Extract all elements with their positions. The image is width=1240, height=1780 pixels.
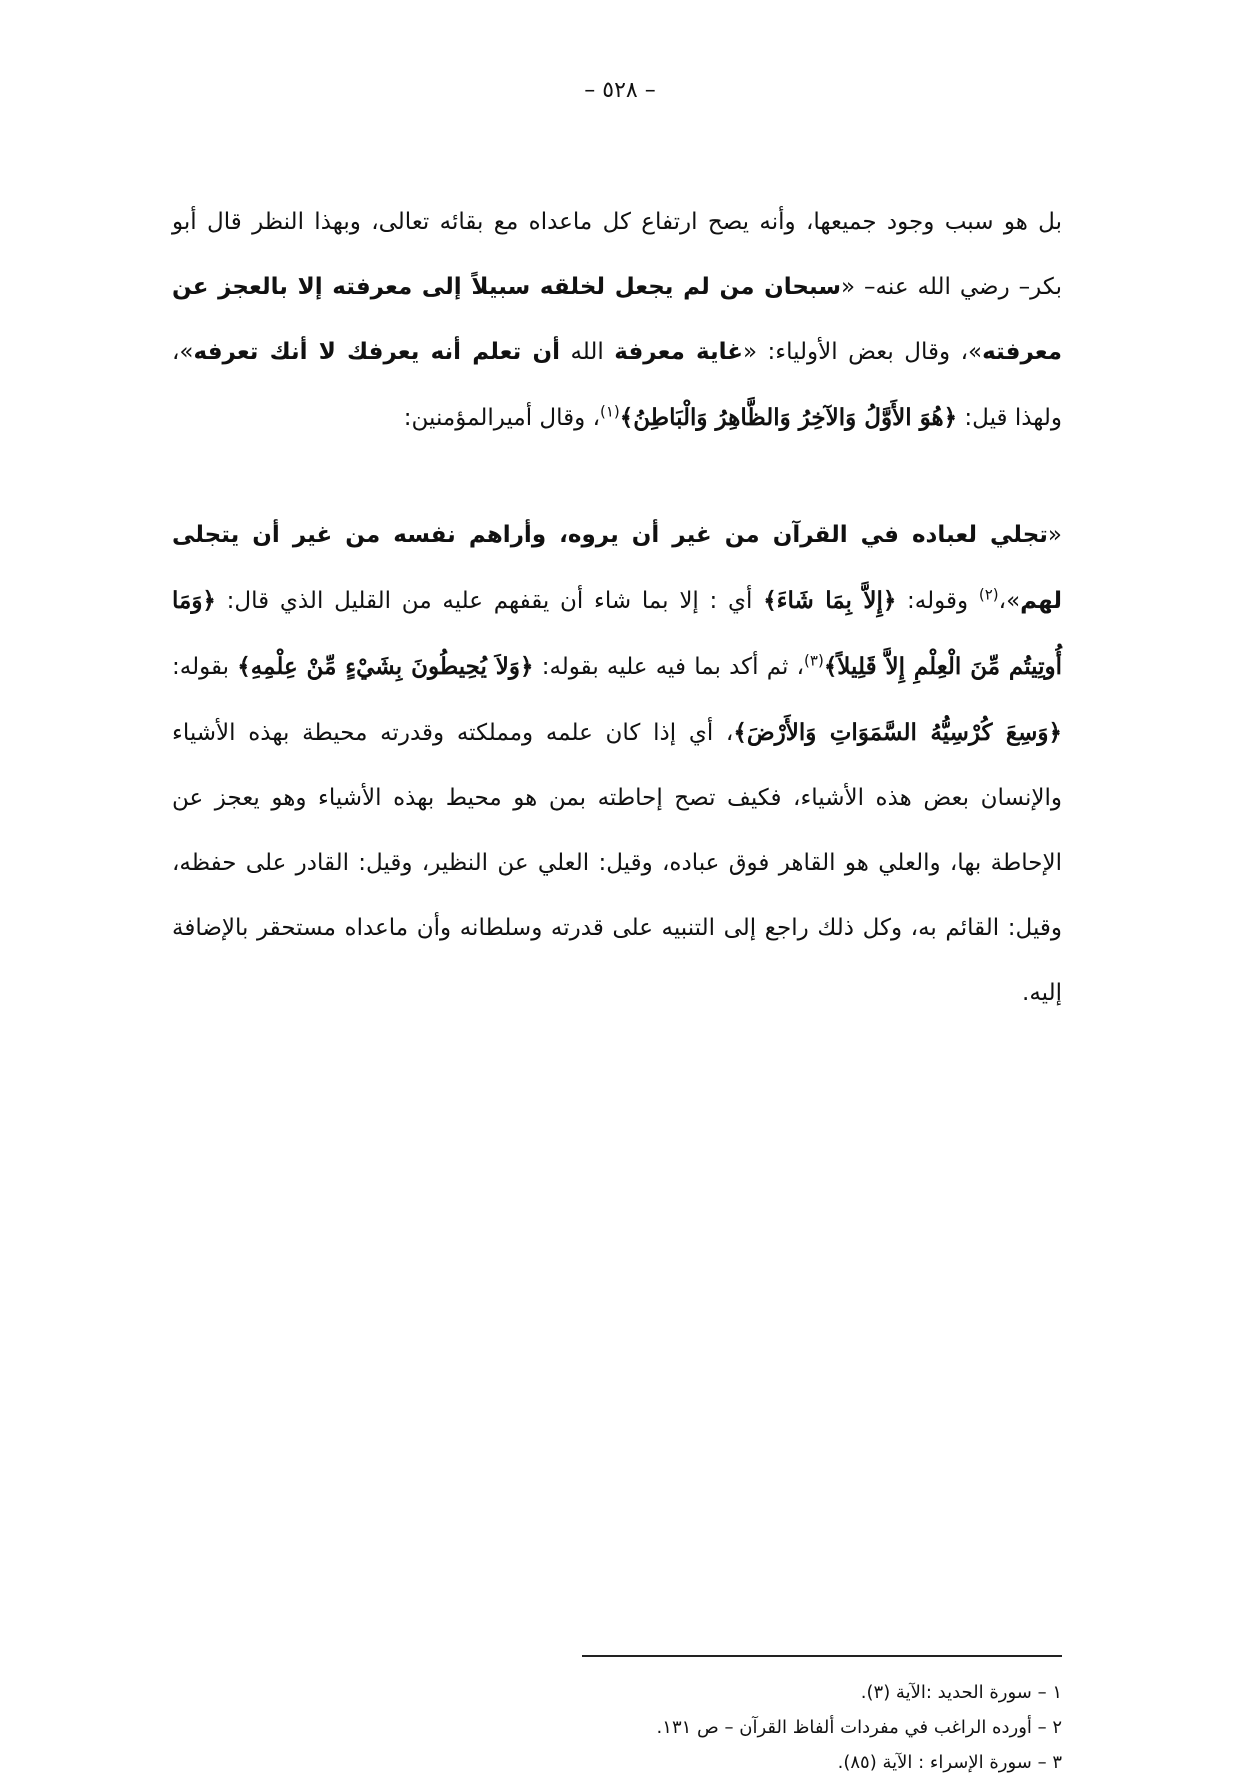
- text: بل هو سبب وجود جميعها، وأنه يصح ارتفاع كل ماعداه مع بقائه تعالى، وبهذا النظر قال أبو بكر– رضي الله عنه– «: [172, 209, 1062, 300]
- quran-verse-illa-bima-shaa: ﴿إِلاَّ بِمَا شَاءَ﴾: [763, 587, 897, 614]
- text: وقوله:: [896, 588, 979, 614]
- awliya-quote-end: أن تعلم أنه يعرفك لا أنك تعرفه: [193, 339, 560, 365]
- footnote-ref-2: (٢): [978, 585, 999, 604]
- quran-verse-kursi: ﴿وَسِعَ كُرْسِيُّهُ السَّمَوَاتِ وَالأَرْضَ﴾: [733, 719, 1063, 746]
- footnote-2: ٢ – أورده الراغب في مفردات ألفاظ القرآن – ص ١٣١.: [656, 1717, 1062, 1738]
- footnote-1: ١ – سورة الحديد :الآية (٣).: [860, 1682, 1062, 1703]
- quran-verse-la-yuhituna: ﴿وَلاَ يُحِيطُونَ بِشَيْءٍ مِّنْ عِلْمِهِ﴾: [237, 653, 534, 680]
- text: ، وقال أميرالمؤمنين:: [403, 405, 600, 431]
- text: أي : إلا بما شاء أن يقفهم عليه من القليل الذي قال:: [215, 588, 764, 614]
- text: ، ثم أكد بما فيه عليه بقوله:: [533, 654, 805, 680]
- footnote-3: ٣ – سورة الإسراء : الآية (٨٥).: [837, 1752, 1062, 1773]
- paragraph-1: [172, 190, 1062, 451]
- footnote-divider: [582, 1655, 1062, 1657]
- text: »، وقال بعض الأولياء: «: [742, 339, 983, 365]
- amir-quote: تجلي لعباده في القرآن من غير أن يروه، وأراهم نفسه من غير أن يتجلى لهم: [172, 522, 1062, 614]
- footnote-ref-3: (٣): [804, 651, 824, 670]
- quran-verse-hadid: ﴿هُوَ الأَوَّلُ وَالآخِرُ وَالظَّاهِرُ وَالْبَاطِنُ﴾: [619, 404, 958, 431]
- text: بقوله:: [172, 654, 238, 680]
- text: الله: [559, 339, 615, 365]
- text: ، أي إذا كان علمه ومملكته وقدرته محيطة بهذه الأشياء والإنسان بعض هذه الأشياء، فكيف تصح إحاطته بمن هو محيط بهذه الأشياء وهو يعجز عن الإحاطة بها، والعلي هو القاهر فوق عباده، وقيل: العلي عن النظير، وقيل: القادر على حفظه، وقيل: القائم به، وكل ذلك راجع إلى التنبيه على قدرته وسلطانه وأن ماعداه مستحقر بالإضافة إليه.: [172, 720, 1062, 1006]
- footnotes: [362, 1675, 1062, 1780]
- quran-verse-isra: ﴿وَمَا أُوتِيتُم مِّنَ الْعِلْمِ إِلاَّ قَلِيلاً﴾: [172, 587, 1062, 680]
- footnote-ref-1: (١): [600, 402, 620, 421]
- paragraph-2: [172, 503, 1062, 1026]
- awliya-quote-start: غاية معرفة: [614, 339, 743, 365]
- abu-bakr-quote: سبحان من لم يجعل لخلقه سبيلاً إلى معرفته إلا بالعجز عن معرفته: [172, 274, 1062, 365]
- page-number: – ٥٢٨ –: [584, 78, 656, 103]
- paragraph-gap: [172, 451, 1062, 503]
- body-text: [172, 190, 1062, 1026]
- text: «: [1047, 522, 1062, 548]
- text: »، ولهذا قيل:: [172, 339, 1062, 431]
- text: »،: [998, 588, 1021, 614]
